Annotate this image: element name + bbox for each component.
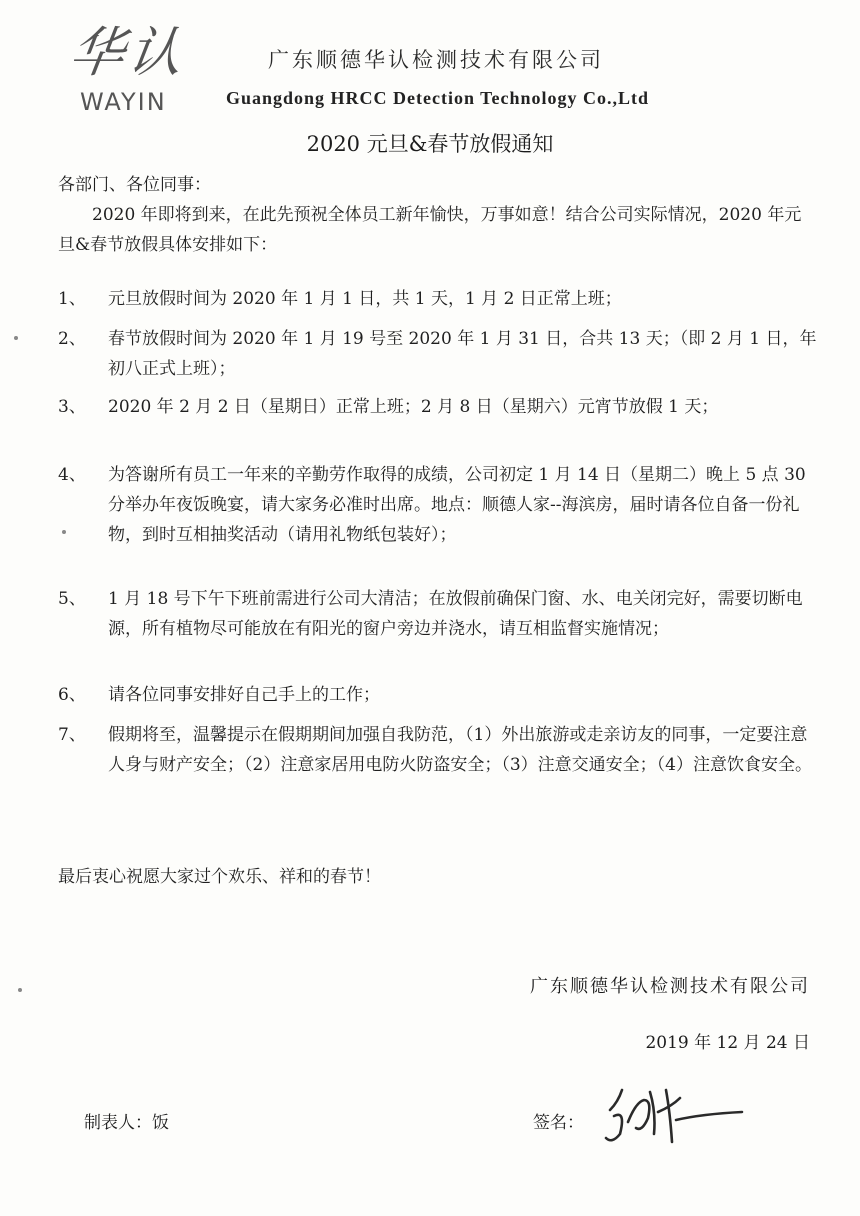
company-name-en: Guangdong HRCC Detection Technology Co.,Ltd bbox=[226, 88, 650, 108]
list-item-text: 1 月 18 号下午下班前需进行公司大清洁；在放假前确保门窗、水、电关闭完好，需要切断电源，所有植物尽可能放在有阳光的窗户旁边并浇水，请互相监督实施情况； bbox=[108, 589, 803, 639]
list-item-number: 7、 bbox=[58, 725, 86, 745]
company-name-cn: 广东顺德华认检测技术有限公司 bbox=[268, 48, 604, 72]
signature-label: 签名： bbox=[533, 1113, 584, 1133]
list-item bbox=[58, 324, 818, 384]
list-item bbox=[58, 584, 818, 644]
list-item-number: 2、 bbox=[58, 329, 86, 349]
list-item-text: 假期将至，温馨提示在假期期间加强自我防范，（1）外出旅游或走亲访友的同事，一定要注意人身与财产安全；（2）注意家居用电防火防盗安全；（3）注意交通安全；（4）注意饮食安全。 bbox=[108, 725, 812, 775]
list-item bbox=[58, 284, 818, 314]
list-item bbox=[58, 392, 818, 422]
list-item bbox=[58, 460, 818, 550]
list-item-text: 春节放假时间为 2020 年 1 月 19 号至 2020 年 1 月 31 日，合共 13 天；（即 2 月 1 日，年初八正式上班）； bbox=[108, 329, 817, 379]
list-item-text: 为答谢所有员工一年来的辛勤劳作取得的成绩，公司初定 1 月 14 日（星期二）晚上 5 点 30 分举办年夜饭晚宴，请大家务必准时出席。地点：顺德人家--海滨房，届时请各位自备一份礼物，到时互相抽奖活动（请用礼物纸包装好）； bbox=[108, 465, 806, 545]
logo-hanzi: 华认 bbox=[65, 21, 191, 84]
list-item bbox=[58, 720, 818, 780]
logo-latin: WAYIN bbox=[80, 88, 167, 116]
greeting: 各部门、各位同事： bbox=[58, 175, 211, 195]
list-item bbox=[58, 680, 818, 710]
list-item-text: 2020 年 2 月 2 日（星期日）正常上班；2 月 8 日（星期六）元宵节放假 1 天； bbox=[108, 397, 719, 417]
document-title: 2020 元旦&春节放假通知 bbox=[306, 132, 554, 156]
footer-company: 广东顺德华认检测技术有限公司 bbox=[530, 976, 810, 997]
scan-speck bbox=[18, 988, 22, 992]
list-item-number: 6、 bbox=[58, 685, 86, 705]
list-item-number: 3、 bbox=[58, 397, 86, 417]
footer-date: 2019 年 12 月 24 日 bbox=[645, 1033, 810, 1053]
list-item-number: 5、 bbox=[58, 589, 86, 609]
preparer-label: 制表人：饭 bbox=[84, 1113, 169, 1133]
list-item-number: 4、 bbox=[58, 465, 86, 485]
list-item-text: 请各位同事安排好自己手上的工作； bbox=[108, 685, 380, 705]
handwritten-signature bbox=[592, 1072, 772, 1152]
scan-speck bbox=[62, 530, 66, 534]
intro-paragraph: 2020 年即将到来，在此先预祝全体员工新年愉快，万事如意！结合公司实际情况，2020 年元旦&春节放假具体安排如下： bbox=[58, 205, 802, 255]
list-item-text: 元旦放假时间为 2020 年 1 月 1 日，共 1 天，1 月 2 日正常上班； bbox=[108, 289, 622, 309]
list-item-number: 1、 bbox=[58, 289, 86, 309]
scan-speck bbox=[14, 336, 18, 340]
closing-message: 最后衷心祝愿大家过个欢乐、祥和的春节！ bbox=[58, 867, 381, 887]
